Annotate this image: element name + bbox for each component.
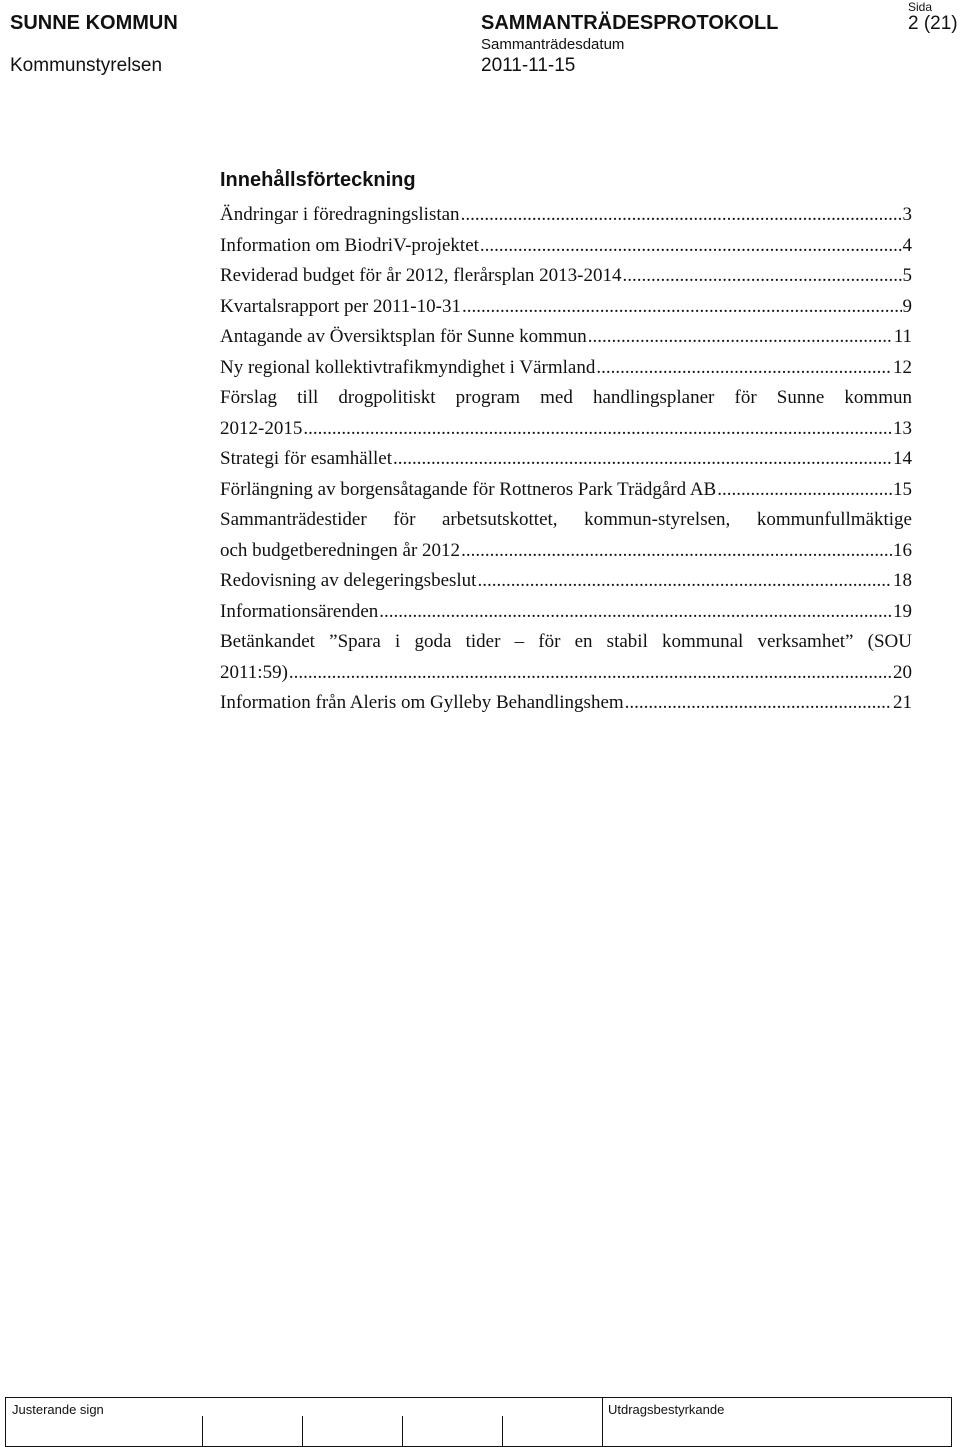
toc-entry-page: 21 [893, 692, 912, 713]
department-name: Kommunstyrelsen [10, 55, 163, 76]
toc-entry-title-line: Sammanträdestider för arbetsutskottet, kommun-styrelsen, kommunfullmäktige [220, 509, 912, 530]
toc-entry-page: 13 [893, 417, 912, 439]
toc-entry-page: 20 [893, 661, 912, 683]
toc-entry-page: 14 [893, 448, 912, 469]
toc-entry[interactable] [220, 505, 912, 566]
toc-entry-page: 11 [893, 326, 912, 347]
toc-entry-title: Antagande av Översiktsplan för Sunne kommun [220, 326, 587, 347]
toc-entry[interactable] [220, 200, 912, 231]
page-label: Sida [908, 0, 933, 14]
dot-leader [289, 658, 892, 689]
dot-leader [303, 414, 892, 445]
dot-leader [623, 261, 902, 292]
toc-entry-title: Ny regional kollektivtrafikmyndighet i Värmland [220, 356, 596, 378]
dot-leader [477, 566, 892, 597]
toc-entry[interactable] [220, 292, 912, 323]
toc-entry-title: Kvartalsrapport per 2011-10-31 [220, 295, 461, 317]
signature-box-divider [302, 1416, 303, 1446]
toc-entry[interactable] [220, 444, 912, 475]
toc-entry-title: 2011:59) [220, 661, 288, 683]
dot-leader [480, 231, 902, 262]
meeting-date-value: 2011-11-15 [481, 55, 576, 76]
toc-entry[interactable] [220, 353, 912, 384]
toc-entry[interactable] [220, 566, 912, 597]
table-of-contents [220, 166, 912, 719]
toc-entry-title: Information från Aleris om Gylleby Behandlingshem [220, 692, 624, 713]
toc-entry-page: 15 [893, 478, 912, 500]
toc-entry-title: Reviderad budget för år 2012, flerårsplan 2013-2014 [220, 265, 622, 286]
toc-entry-page: 5 [902, 265, 912, 286]
toc-entry[interactable] [220, 383, 912, 444]
dot-leader [625, 688, 892, 719]
toc-title: Innehållsförteckning [220, 169, 416, 191]
toc-entry[interactable] [220, 475, 912, 506]
toc-entry-title-line: Förslag till drogpolitiskt program med handlingsplaner för Sunne kommun [220, 387, 912, 408]
section-divider [602, 1398, 603, 1446]
dot-leader [717, 475, 892, 506]
dot-leader [393, 444, 892, 475]
toc-entry-title: och budgetberedningen år 2012 [220, 539, 461, 561]
toc-entry[interactable] [220, 322, 912, 353]
toc-entry-page: 18 [893, 570, 912, 591]
toc-entry-title-line: Betänkandet ”Spara i goda tider – för en stabil kommunal verksamhet” (SOU [220, 631, 912, 652]
toc-entry-page: 19 [893, 600, 912, 622]
toc-entry[interactable] [220, 688, 912, 719]
dot-leader [379, 597, 892, 628]
toc-list [220, 200, 912, 719]
page-number: 2 (21) [908, 13, 958, 34]
toc-entry-page: 3 [902, 204, 912, 225]
organization-name: SUNNE KOMMUN [10, 12, 178, 34]
signature-box-divider [202, 1416, 203, 1446]
toc-entry-title: Strategi för esamhället [220, 448, 392, 469]
toc-entry-page: 12 [893, 356, 912, 378]
toc-entry-title: Informationsärenden [220, 600, 379, 622]
dot-leader [588, 322, 893, 353]
dot-leader [461, 536, 892, 567]
toc-entry-page: 16 [893, 539, 912, 561]
dot-leader [461, 200, 902, 231]
toc-entry[interactable] [220, 627, 912, 688]
document-type: SAMMANTRÄDESPROTOKOLL [481, 12, 779, 34]
toc-entry-title: Förlängning av borgensåtagande för Rottneros Park Trädgård AB [220, 478, 717, 500]
justerande-sign-label: Justerande sign [12, 1402, 104, 1417]
meeting-date-label: Sammanträdesdatum [481, 36, 625, 53]
signature-footer [5, 1397, 952, 1447]
toc-entry[interactable] [220, 231, 912, 262]
dot-leader [462, 292, 902, 323]
toc-entry-page: 9 [902, 295, 912, 317]
toc-entry-title: 2012-2015 [220, 417, 303, 439]
dot-leader [596, 353, 892, 384]
toc-entry-title: Redovisning av delegeringsbeslut [220, 570, 477, 591]
toc-entry-title: Ändringar i föredragningslistan [220, 204, 460, 225]
toc-entry-page: 4 [902, 234, 912, 256]
toc-entry[interactable] [220, 597, 912, 628]
signature-box-divider [502, 1416, 503, 1446]
toc-entry[interactable] [220, 261, 912, 292]
utdragsbestyrkande-label: Utdragsbestyrkande [608, 1402, 725, 1417]
toc-entry-title: Information om BiodriV-projektet [220, 234, 479, 256]
signature-box-divider [402, 1416, 403, 1446]
